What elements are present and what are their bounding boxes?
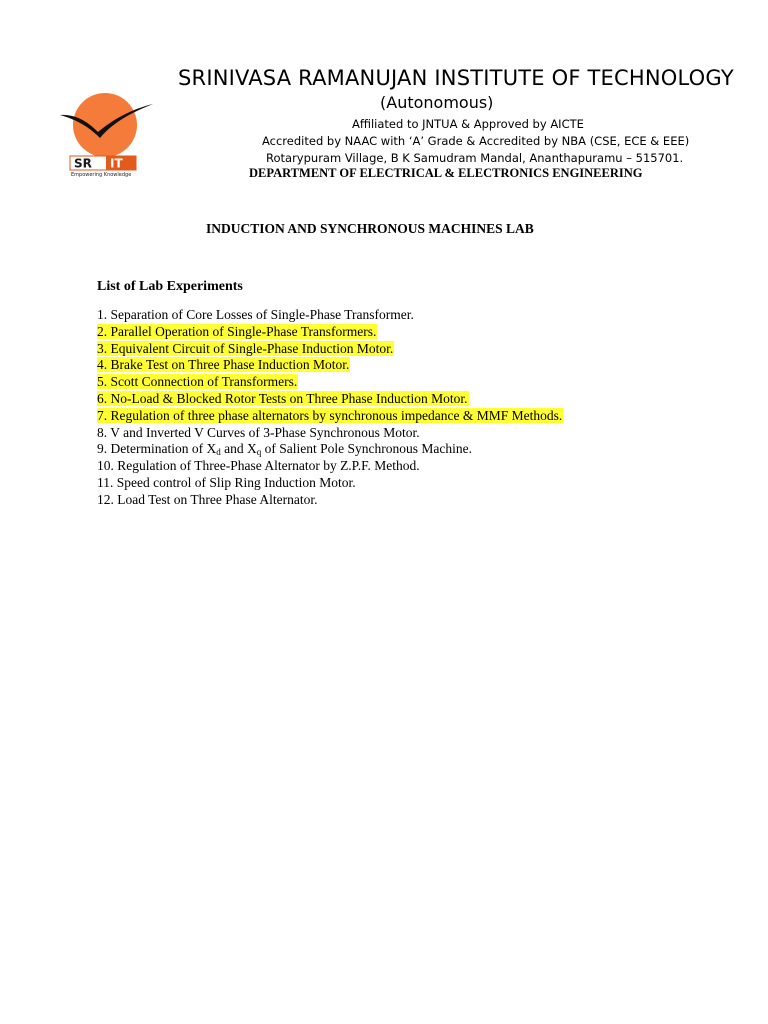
list-heading: List of Lab Experiments <box>97 279 243 294</box>
subscript-d: d <box>216 447 221 458</box>
experiment-item <box>97 341 563 358</box>
experiment-list <box>97 307 563 509</box>
experiment-text: 6. No-Load & Blocked Rotor Tests on Three Phase Induction Motor. <box>97 390 468 406</box>
institute-status: (Autonomous) <box>380 93 494 112</box>
experiment-item <box>97 475 563 492</box>
experiment-text: 8. V and Inverted V Curves of 3-Phase Synchronous Motor. <box>97 424 420 440</box>
experiment-text: 12. Load Test on Three Phase Alternator. <box>97 491 318 507</box>
logo-graphic <box>58 92 158 182</box>
logo-text-right: IT <box>110 156 123 171</box>
institute-name: SRINIVASA RAMANUJAN INSTITUTE OF TECHNOLOGY <box>178 66 734 90</box>
experiment-text: 10. Regulation of Three-Phase Alternator by Z.P.F. Method. <box>97 458 420 474</box>
experiment-item <box>97 307 563 324</box>
experiment-item <box>97 357 563 374</box>
experiment-text: 4. Brake Test on Three Phase Induction Motor. <box>97 357 350 373</box>
experiment-text-part: of Salient Pole Synchronous Machine. <box>261 441 472 457</box>
institute-logo <box>58 92 158 182</box>
experiment-item <box>97 324 563 341</box>
experiment-text: 2. Parallel Operation of Single-Phase Transformers. <box>97 323 377 339</box>
experiment-text: 5. Scott Connection of Transformers. <box>97 374 298 390</box>
experiment-item <box>97 492 563 509</box>
experiment-text-part: 9. Determination of X <box>97 441 217 457</box>
experiment-text: 3. Equivalent Circuit of Single-Phase Induction Motor. <box>97 340 394 356</box>
affiliation-line: Affiliated to JNTUA & Approved by AICTE <box>352 117 584 131</box>
accreditation-line: Accredited by NAAC with ‘A’ Grade & Accredited by NBA (CSE, ECE & EEE) <box>262 134 690 148</box>
experiment-item <box>97 391 563 408</box>
address-line: Rotarypuram Village, B K Samudram Mandal, Ananthapuramu – 515701. <box>266 151 684 165</box>
department-name: DEPARTMENT OF ELECTRICAL & ELECTRONICS ENGINEERING <box>249 166 643 180</box>
experiment-text: 1. Separation of Core Losses of Single-Phase Transformer. <box>97 307 414 322</box>
logo-text-left: SR <box>74 156 92 171</box>
logo-sun-circle <box>73 93 137 157</box>
experiment-item <box>97 408 563 425</box>
experiment-text <box>97 441 473 456</box>
experiment-item <box>97 374 563 391</box>
experiment-text: 7. Regulation of three phase alternators by synchronous impedance & MMF Methods. <box>97 407 563 423</box>
logo-tagline: Empowering Knowledge <box>71 172 132 178</box>
subscript-q: q <box>256 447 262 458</box>
experiment-item <box>97 425 563 442</box>
lab-title: INDUCTION AND SYNCHRONOUS MACHINES LAB <box>206 221 534 236</box>
experiment-item <box>97 458 563 475</box>
experiment-text-part: and X <box>220 441 257 457</box>
experiment-item <box>97 441 563 458</box>
experiment-text: 11. Speed control of Slip Ring Induction Motor. <box>97 474 356 490</box>
